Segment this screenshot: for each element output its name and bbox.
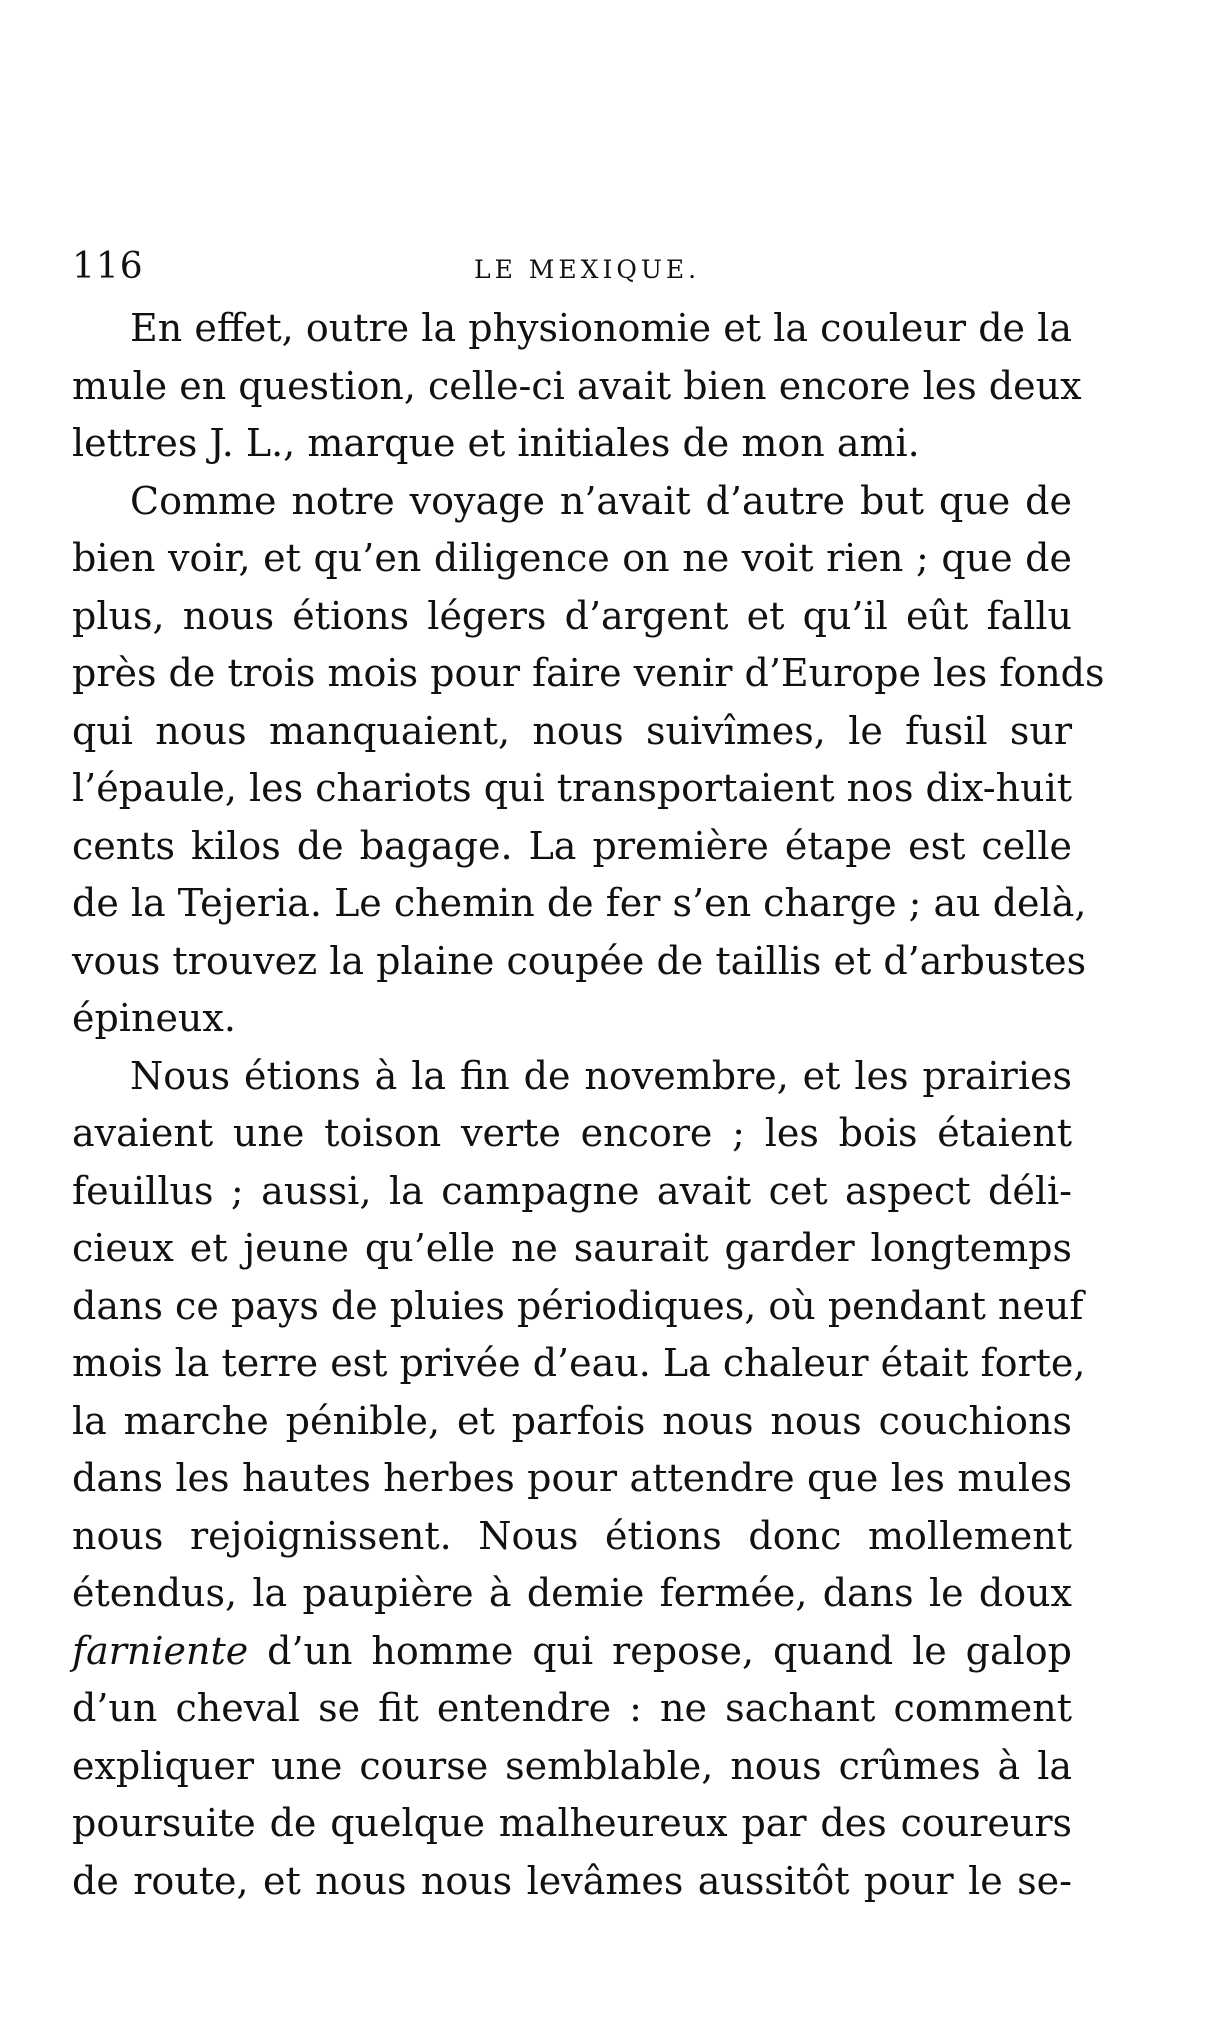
text-line: qui nous manquaient, nous suivîmes, le fusil sur [72,708,1072,753]
text-line: l’épaule, les chariots qui transportaient nos dix-huit [72,766,1072,810]
text-line: cents kilos de bagage. La première étape est celle [72,823,1072,868]
body-text [72,300,1105,1910]
text-line: dans les hautes herbes pour attendre que les mules [72,1456,1072,1500]
italic-line-rest: d’un homme qui repose, quand le galop [248,1628,1072,1673]
italic-word: farniente [72,1628,249,1673]
text-line: Nous étions à la fin de novembre, et les prairies [130,1053,1072,1098]
text-line: de la Tejeria. Le chemin de fer s’en charge ; au delà, [72,881,1087,925]
text-line: vous trouvez la plaine coupée de taillis et d’arbustes [72,938,1087,983]
text-line: poursuite de quelque malheureux par des coureurs [72,1801,1072,1845]
text-line: étendus, la paupière à demie fermée, dans le doux [72,1571,1072,1615]
text-line: expliquer une course semblable, nous crûmes à la [72,1743,1072,1788]
text-line: dans ce pays de pluies périodiques, où pendant neuf [72,1283,1084,1328]
text-line: feuillus ; aussi, la campagne avait cet aspect déli- [72,1168,1072,1213]
text-line: Comme notre voyage n’avait d’autre but que de [130,478,1072,523]
text-line: bien voir, et qu’en diligence on ne voit rien ; que de [72,536,1072,580]
text-line: mois la terre est privée d’eau. La chaleur était forte, [72,1341,1086,1385]
running-head [72,242,1072,292]
text-line: d’un cheval se fit entendre : ne sachant comment [72,1686,1072,1730]
text-line: En effet, outre la physionomie et la couleur de la [130,306,1072,350]
text-line: près de trois mois pour faire venir d’Europe les fonds [72,651,1105,695]
text-line: de route, et nous nous levâmes aussitôt pour le se- [72,1858,1072,1903]
page-number: 116 [72,246,144,287]
text-line: plus, nous étions légers d’argent et qu’il eût fallu [72,593,1072,638]
text-line: épineux. [72,996,236,1040]
text-line: avaient une toison verte encore ; les bois étaient [72,1111,1072,1155]
text-line: mule en question, celle-ci avait bien encore les deux [72,363,1082,408]
text-line-italic [72,1623,1072,1681]
running-title: LE MEXIQUE. [474,255,701,284]
text-line: la marche pénible, et parfois nous nous couchions [72,1398,1072,1443]
text-line: lettres J. L., marque et initiales de mon ami. [72,421,920,465]
text-line: cieux et jeune qu’elle ne saurait garder longtemps [72,1226,1072,1270]
text-line: nous rejoignissent. Nous étions donc mollement [72,1513,1072,1558]
